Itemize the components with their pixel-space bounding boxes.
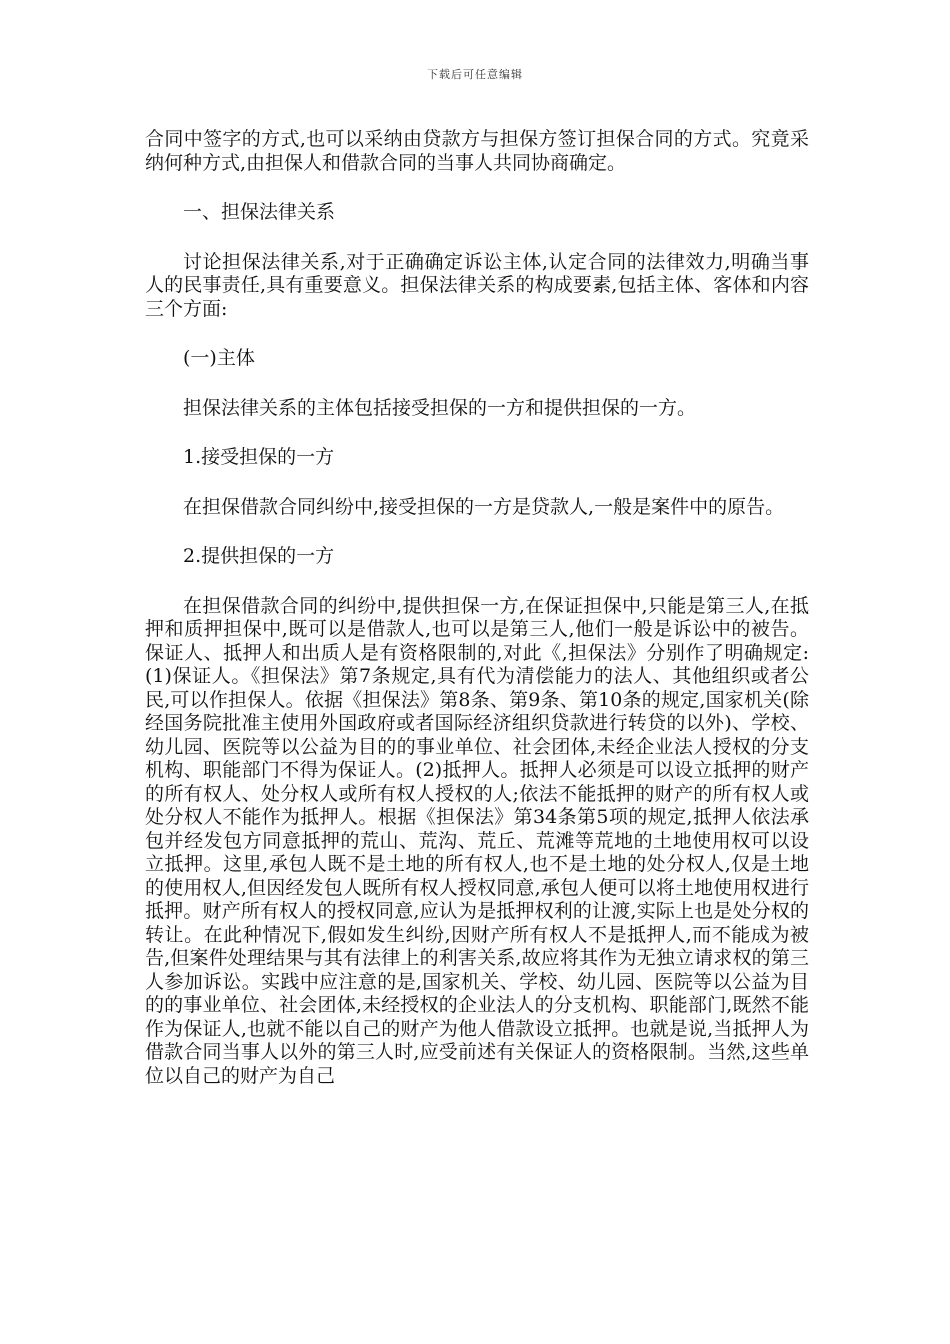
paragraph-receiving-party: 在担保借款合同纠纷中,接受担保的一方是贷款人,一般是案件中的原告。 xyxy=(183,495,785,518)
paragraph-providing-party: 在担保借款合同的纠纷中,提供担保一方,在保证担保中,只能是第三人,在抵押和质押担保中,既可以是借款人,也可以是第三人,他们一般是诉讼中的被告。保证人、抵押人和出质人是有资格限制的,对此《,担保法》分别作了明确规定:(1)保证人。《担保法》第7条规定,具有代为清偿能力的法人、其他组织或者公民,可以作担保人。依据《担保法》第8条、第9条、第10条的规定,国家机关(除经国务院批准主使用外国政府或者国际经济组织贷款进行转贷的以外)、学校、幼儿园、医院等以公益为目的的事业单位、社会团体,未经企业法人授权的分支机构、职能部门不得为保证人。(2)抵押人。抵押人必须是可以设立抵押的财产的所有权人、处分权人或所有权人授权的人;依法不能抵押的财产的所有权人或处分权人不能作为抵押人。根据《担保法》第34条第5项的规定,抵押人依法承包并经发包方同意抵押的荒山、荒沟、荒丘、荒滩等荒地的土地使用权可以设立抵押。这里,承包人既不是土地的所有权人,也不是土地的处分权人,仅是土地的使用权人,但因经发包人既所有权人授权同意,承包人便可以将土地使用权进行抵押。财产所有权人的授权同意,应认为是抵押权利的让渡,实际上也是处分权的转让。在此种情况下,假如发生纠纷,因财产所有权人不是抵押人,而不能成为被告,但案件处理结果与其有法律上的利害关系,故应将其作为无独立请求权的第三人参加诉讼。实践中应注意的是,国家机关、学校、幼儿园、医院等以公益为目的的事业单位、社会团体,未经授权的企业法人的分支机构、职能部门,既然不能作为保证人,也就不能以自己的财产为他人借款设立抵押。也就是说,当抵押人为借款合同当事人以外的第三人时,应受前述有关保证人的资格限制。当然,这些单位以自己的财产为自己 xyxy=(145,594,809,1087)
item-heading-receiving-party: 1.接受担保的一方 xyxy=(183,446,335,468)
paragraph-subject: 担保法律关系的主体包括接受担保的一方和提供担保的一方。 xyxy=(183,396,697,419)
paragraph-continuation: 合同中签字的方式,也可以采纳由贷款方与担保方签订担保合同的方式。究竟采纳何种方式,由担保人和借款合同的当事人共同协商确定。 xyxy=(145,128,809,174)
paragraph-intro: 讨论担保法律关系,对于正确确定诉讼主体,认定合同的法律效力,明确当事人的民事责任,具有重要意义。担保法律关系的构成要素,包括主体、客体和内容三个方面: xyxy=(145,250,809,320)
section-heading-guarantee-relation: 一、担保法律关系 xyxy=(183,201,336,223)
document-body xyxy=(145,128,809,1088)
item-heading-providing-party: 2.提供担保的一方 xyxy=(183,545,335,567)
subsection-heading-subject: (一)主体 xyxy=(183,347,255,369)
page-header: 下载后可任意编辑 xyxy=(427,68,523,81)
